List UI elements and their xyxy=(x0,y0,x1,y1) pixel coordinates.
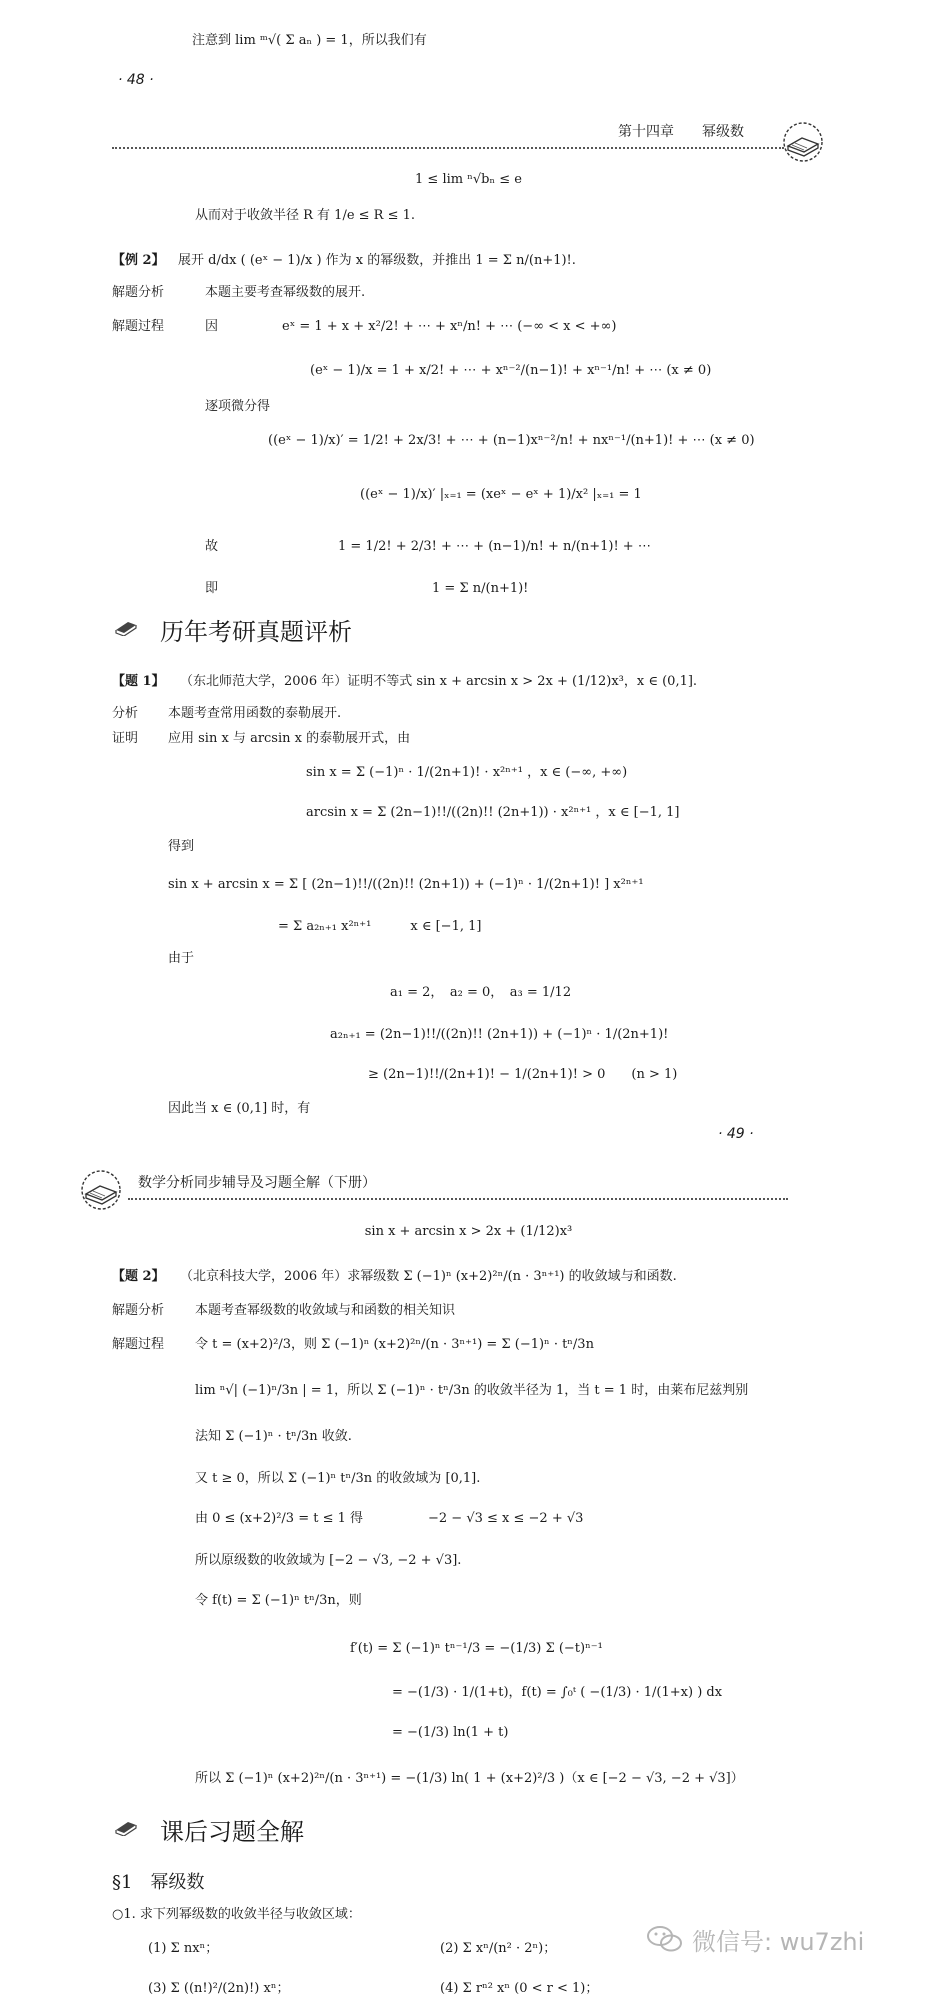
p2-step-define-f: 令 f(t) = Σ (−1)ⁿ tⁿ/3n，则 xyxy=(195,1593,362,1608)
p2-step-log: = −(1/3) ln(1 + t) xyxy=(392,1725,509,1740)
p2-step-domain-x: 由 0 ≤ (x+2)²/3 = t ≤ 1 得 −2 − √3 ≤ x ≤ −2 + √3 xyxy=(195,1511,584,1526)
word-ji: 即 xyxy=(205,581,219,596)
section-title-exercises: 课后习题全解 xyxy=(160,1818,304,1846)
analysis-label: 解题分析 xyxy=(112,285,165,300)
p2-analysis-text: 本题考查幂级数的收敛域与和函数的相关知识 xyxy=(195,1303,456,1318)
p1-proof-label: 证明 xyxy=(112,731,139,746)
eq-arcsin-series: arcsin x = Σ (2n−1)!!/((2n)!! (2n+1)) · x²ⁿ⁺¹ ，x ∈ [−1, 1] xyxy=(306,805,680,820)
eq-exp: eˣ = 1 + x + x²/2! + ⋯ + xⁿ/n! + ⋯ (−∞ < x < +∞) xyxy=(282,319,617,334)
section-title-exams: 历年考研真题评析 xyxy=(160,618,352,646)
question-1-4: (4) Σ rⁿ² xⁿ (0 < r < 1)； xyxy=(440,1981,599,1996)
eq-sum-coeff: = Σ a₂ₙ₊₁ x²ⁿ⁺¹ x ∈ [−1, 1] xyxy=(278,919,482,934)
termwise-diff: 逐项微分得 xyxy=(205,399,271,414)
p2-step-result: 所以 Σ (−1)ⁿ (x+2)²ⁿ/(n · 3ⁿ⁺¹) = −(1/3) ln( 1 + (x+2)²/3 )（x ∈ [−2 − √3, −2 + √3]） xyxy=(195,1771,744,1786)
word-dedao: 得到 xyxy=(168,839,195,854)
p2-step-leibniz: 法知 Σ (−1)ⁿ · tⁿ/3n 收敛. xyxy=(195,1429,352,1444)
p2-step-integral: = −(1/3) · 1/(1+t)，f(t) = ∫₀ᵗ ( −(1/3) · 1/(1+x) ) dx xyxy=(392,1685,723,1700)
eq-a-general: a₂ₙ₊₁ = (2n−1)!!/((2n)!! (2n+1)) + (−1)ⁿ · 1/(2n+1)! xyxy=(330,1027,669,1042)
p2-step-domain-result: 所以原级数的收敛域为 [−2 − √3, −2 + √3]. xyxy=(195,1553,462,1568)
analysis-text: 本题主要考查幂级数的展开. xyxy=(205,285,366,300)
subsection-title: §1 幂级数 xyxy=(112,1872,205,1893)
example-2-label: 【例 2】 xyxy=(112,253,165,268)
p2-process-label: 解题过程 xyxy=(112,1337,165,1352)
word-gu: 故 xyxy=(205,539,219,554)
p1-proof-text: 应用 sin x 与 arcsin x 的泰勒展开式，由 xyxy=(168,731,411,746)
book-header: 数学分析同步辅导及习题全解（下册） xyxy=(138,1175,376,1191)
eq-ji: 1 = Σ n/(n+1)! xyxy=(432,581,529,596)
wechat-icon xyxy=(646,1924,684,1954)
eq-sin-series: sin x = Σ (−1)ⁿ · 1/(2n+1)! · x²ⁿ⁺¹ ，x ∈ (−∞, +∞) xyxy=(306,765,628,780)
problem-1-label: 【题 1】 xyxy=(112,674,165,689)
question-1-2: (2) Σ xⁿ/(n² · 2ⁿ)； xyxy=(440,1941,557,1956)
question-1: ○1. 求下列幂级数的收敛半径与收敛区域： xyxy=(112,1907,361,1922)
section-book-icon xyxy=(114,1818,138,1836)
eq-inequality: sin x + arcsin x > 2x + (1/12)x³ xyxy=(364,1224,573,1239)
eq-derivative: ((eˣ − 1)/x)′ = 1/2! + 2x/3! + ⋯ + (n−1)xⁿ⁻²/n! + nxⁿ⁻¹/(n+1)! + ⋯ (x ≠ 0) xyxy=(268,433,755,448)
radius-line: 从而对于收敛半径 R 有 1/e ≤ R ≤ 1. xyxy=(195,208,416,223)
therefore-line: 因此当 x ∈ (0,1] 时，有 xyxy=(168,1101,311,1116)
problem-2-text: （北京科技大学，2006 年）求幂级数 Σ (−1)ⁿ (x+2)²ⁿ/(n · 3ⁿ⁺¹) 的收敛域与和函数. xyxy=(180,1269,677,1284)
example-2-text: 展开 d/dx ( (eˣ − 1)/x ) 作为 x 的幂级数，并推出 1 = Σ n/(n+1)!. xyxy=(178,253,576,268)
book-logo-icon xyxy=(778,120,828,164)
book-logo-icon xyxy=(76,1168,126,1212)
header-rule xyxy=(128,1198,788,1200)
word-yin: 因 xyxy=(205,319,219,334)
problem-1-text: （东北师范大学，2006 年）证明不等式 sin x + arcsin x > 2x + (1/12)x³，x ∈ (0,1]. xyxy=(180,674,698,689)
eq-a-values: a₁ = 2， a₂ = 0， a₃ = 1/12 xyxy=(390,985,572,1000)
page-number-48: · 48 · xyxy=(118,72,154,88)
eq-positive: ≥ (2n−1)!!/(2n+1)! − 1/(2n+1)! > 0 (n > 1) xyxy=(368,1067,678,1082)
eq-sum-series: sin x + arcsin x = Σ [ (2n−1)!!/((2n)!! (2n+1)) + (−1)ⁿ · 1/(2n+1)! ] x²ⁿ⁺¹ xyxy=(168,877,644,892)
eq-bn-limit: 1 ≤ lim ⁿ√bₙ ≤ e xyxy=(415,172,522,187)
eq-derivative-at-1: ((eˣ − 1)/x)′ |ₓ₌₁ = (xeˣ − eˣ + 1)/x² |ₓ₌₁ = 1 xyxy=(360,487,642,502)
p1-analysis-label: 分析 xyxy=(112,706,139,721)
process-label: 解题过程 xyxy=(112,319,165,334)
p2-step-substitution: 令 t = (x+2)²/3，则 Σ (−1)ⁿ (x+2)²ⁿ/(n · 3ⁿ⁺¹) = Σ (−1)ⁿ · tⁿ/3n xyxy=(195,1337,594,1352)
eq-gu: 1 = 1/2! + 2/3! + ⋯ + (n−1)/n! + n/(n+1)! + ⋯ xyxy=(338,539,651,554)
eq-exp-quotient: (eˣ − 1)/x = 1 + x/2! + ⋯ + xⁿ⁻²/(n−1)! + xⁿ⁻¹/n! + ⋯ (x ≠ 0) xyxy=(310,363,712,378)
p1-analysis-text: 本题考查常用函数的泰勒展开. xyxy=(168,706,342,721)
section-book-icon xyxy=(114,618,138,636)
chapter-header: 第十四章 幂级数 xyxy=(618,124,744,140)
page-number-49: · 49 · xyxy=(718,1126,754,1142)
p2-step-derivative: f′(t) = Σ (−1)ⁿ tⁿ⁻¹/3 = −(1/3) Σ (−t)ⁿ⁻¹ xyxy=(350,1641,603,1656)
header-rule xyxy=(112,147,784,149)
question-1-1: (1) Σ nxⁿ； xyxy=(148,1941,219,1956)
word-youyu: 由于 xyxy=(168,951,195,966)
p2-analysis-label: 解题分析 xyxy=(112,1303,165,1318)
p2-step-domain-t: 又 t ≥ 0，所以 Σ (−1)ⁿ tⁿ/3n 的收敛域为 [0,1]. xyxy=(195,1471,481,1486)
watermark-text: 微信号: wu7zhi xyxy=(692,1928,865,1956)
top-line: 注意到 lim ᵐ√( Σ aₙ ) = 1，所以我们有 xyxy=(192,33,427,48)
p2-step-radius: lim ⁿ√| (−1)ⁿ/3n | = 1，所以 Σ (−1)ⁿ · tⁿ/3n 的收敛半径为 1，当 t = 1 时，由莱布尼兹判别 xyxy=(195,1383,749,1398)
question-1-3: (3) Σ ((n!)²/(2n)!) xⁿ； xyxy=(148,1981,290,1996)
problem-2-label: 【题 2】 xyxy=(112,1269,165,1284)
